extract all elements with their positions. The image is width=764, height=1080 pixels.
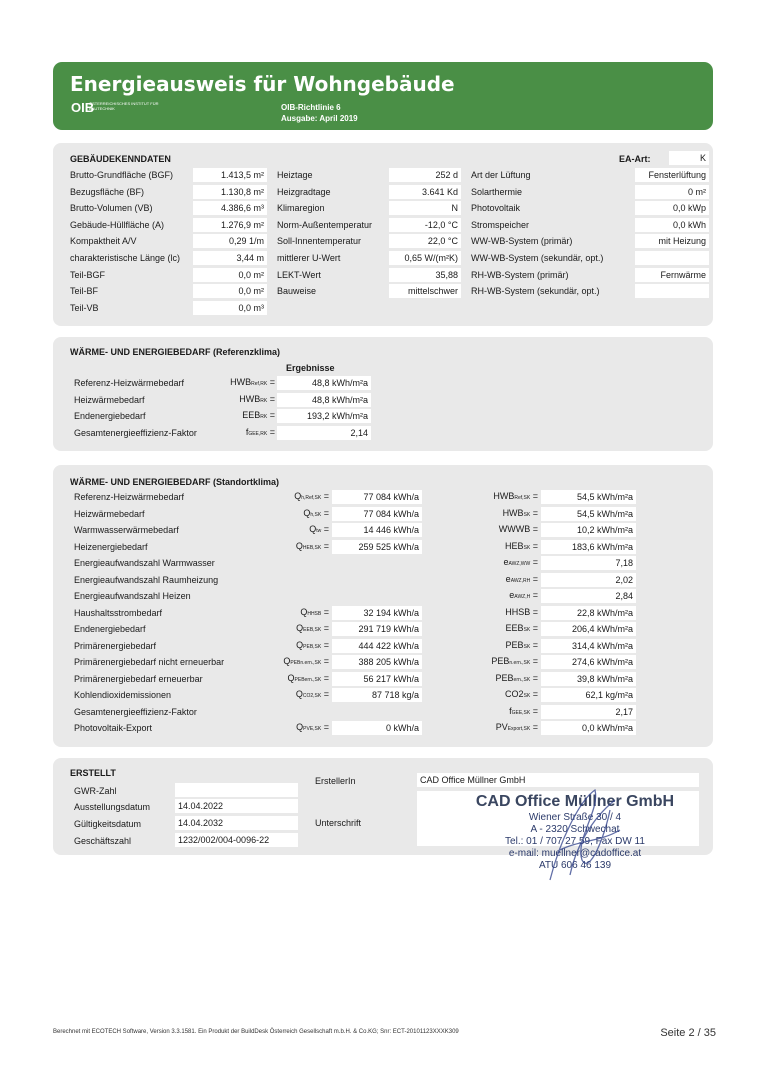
kenndaten-label: Soll-Innentemperatur [277, 236, 362, 247]
standort-symbol-specific: HWBRef,SK = [493, 491, 538, 501]
referenz-symbol: fGEE,RK = [245, 426, 275, 437]
standort-value-absolute: 444 422 kWh/a [332, 639, 422, 653]
standort-symbol-specific: eAWZ,WW = [503, 557, 538, 567]
oib-logo: OIB [71, 100, 95, 115]
standort-symbol-specific: CO2SK = [505, 689, 538, 699]
standort-label: Primärenergiebedarf nicht erneuerbar [74, 657, 225, 667]
kenndaten-label: Teil-BF [70, 286, 99, 297]
standort-label: Endenergiebedarf [74, 624, 146, 634]
kenndaten-value: mittelschwer [389, 284, 461, 298]
standort-value-absolute: 388 205 kWh/a [332, 655, 422, 669]
standort-symbol-absolute: QPVE,SK = [296, 722, 329, 732]
referenz-label: Heizwärmebedarf [74, 394, 145, 405]
kenndaten-value: 1.276,9 m² [193, 218, 267, 232]
stamp-email: e-mail: muellner@cadoffice.at [508, 848, 642, 859]
referenz-value: 193,2 kWh/m²a [277, 409, 371, 423]
unterschrift-label: Unterschrift [315, 818, 362, 828]
standort-symbol-specific: HWBSK = [502, 507, 538, 518]
standort-symbol-absolute: Qtw = [309, 524, 329, 534]
standort-label: Kohlendioxidemissionen [74, 690, 172, 700]
standort-value-absolute: 87 718 kg/a [332, 688, 422, 702]
kenndaten-value [635, 251, 709, 265]
kenndaten-value: 0,0 kWh [635, 218, 709, 232]
kenndaten-label: RH-WB-System (primär) [471, 269, 569, 280]
kenndaten-value: N [389, 201, 461, 215]
ea-art-label: EA-Art: [619, 154, 651, 164]
kenndaten-label: Kompaktheit A/V [70, 236, 137, 247]
section-title: ERSTELLT [70, 768, 116, 778]
standort-symbol-specific: eAWZ,RH = [505, 573, 538, 584]
standort-value-absolute: 14 446 kWh/a [332, 523, 422, 537]
kenndaten-label: Teil-VB [70, 302, 99, 313]
referenzklima-panel [53, 337, 713, 451]
standort-symbol-absolute: Qh,SK = [303, 507, 329, 518]
standort-value-absolute: 77 084 kWh/a [332, 507, 422, 521]
kenndaten-value: 3.641 Kd [389, 185, 461, 199]
section-title: GEBÄUDEKENNDATEN [70, 154, 171, 164]
standort-label: Energieaufwandszahl Heizen [74, 591, 191, 601]
standort-value-specific: 183,6 kWh/m²a [541, 540, 636, 554]
kenndaten-label: Heizgradtage [277, 186, 331, 197]
stamp-company-name: CAD Office Müllner GmbH [475, 793, 675, 810]
ausstellungsdatum-label: Ausstellungsdatum [74, 802, 151, 812]
standort-symbol-specific: PEBn.ern.,SK = [491, 656, 538, 666]
standort-label: Haushaltsstrombedarf [74, 607, 163, 618]
document-title: Energieausweis für Wohngebäude [70, 72, 455, 96]
page-number: Seite 2 / 35 [660, 1027, 716, 1039]
standort-label: Heizenergiebedarf [74, 541, 148, 552]
standort-symbol-absolute: QPEBern.,SK = [287, 672, 329, 683]
kenndaten-value: -12,0 °C [389, 218, 461, 232]
standort-value-specific: 274,6 kWh/m²a [541, 655, 636, 669]
ersteller-label: ErstellerIn [315, 776, 356, 786]
gwr-value [175, 783, 298, 797]
standort-symbol-absolute: QHHSB = [300, 606, 329, 617]
standort-symbol-absolute: QCO2,SK = [295, 689, 329, 699]
stamp-tel: Tel.: 01 / 707 27 59, Fax DW 11 [505, 836, 645, 847]
standort-symbol-absolute: QPEBn.ern.,SK = [283, 656, 329, 666]
kenndaten-value: 0,0 kWp [635, 201, 709, 215]
standort-value-absolute: 0 kWh/a [332, 721, 422, 735]
referenz-value: 48,8 kWh/m²a [277, 376, 371, 390]
kenndaten-label: Bezugsfläche (BF) [70, 186, 145, 197]
standort-value-absolute: 291 719 kWh/a [332, 622, 422, 636]
section-title: WÄRME- UND ENERGIEBEDARF (Referenzklima) [70, 347, 281, 357]
standortklima-panel [53, 465, 713, 747]
ea-art-value: K [669, 151, 709, 165]
standort-symbol-absolute: QEEB,SK = [296, 623, 329, 633]
kenndaten-value: Fensterlüftung [635, 168, 709, 182]
standort-symbol-specific: HHSB = [505, 606, 538, 617]
standort-symbol-absolute: Qh,Ref,SK = [294, 491, 329, 501]
standort-value-specific: 206,4 kWh/m²a [541, 622, 636, 636]
standort-value-specific: 2,17 [541, 705, 636, 719]
section-title: WÄRME- UND ENERGIEBEDARF (Standortklima) [70, 477, 280, 487]
stamp-atu: ATU 606 46 139 [538, 860, 612, 871]
standort-value-specific: 54,5 kWh/m²a [541, 507, 636, 521]
standort-value-specific: 22,8 kWh/m²a [541, 606, 636, 620]
kenndaten-value: 1.413,5 m² [193, 168, 267, 182]
referenz-symbol: HWBRK = [239, 393, 275, 404]
standort-value-specific: 2,84 [541, 589, 636, 603]
ersteller-value: CAD Office Müllner GmbH [417, 773, 699, 787]
standort-label: Referenz-Heizwärmebedarf [74, 492, 185, 502]
referenz-label: Endenergiebedarf [74, 411, 146, 421]
kenndaten-value: 0 m² [635, 185, 709, 199]
kenndaten-label: Bauweise [277, 286, 317, 297]
standort-label: Energieaufwandszahl Raumheizung [74, 574, 219, 585]
kenndaten-value: 0,0 m³ [193, 301, 267, 315]
standort-value-specific: 2,02 [541, 573, 636, 587]
standort-symbol-absolute: QPEB,SK = [296, 639, 329, 650]
kenndaten-value: 0,0 m² [193, 268, 267, 282]
kenndaten-value: Fernwärme [635, 268, 709, 282]
standort-value-specific: 62,1 kg/m²a [541, 688, 636, 702]
geschaeftszahl-value: 1232/002/004-0096-22 [175, 833, 298, 847]
kenndaten-label: Solarthermie [471, 186, 523, 197]
standort-value-absolute: 259 525 kWh/a [332, 540, 422, 554]
footer-software-note: Berechnet mit ECOTECH Software, Version 3.3.1581. Ein Produkt der BuildDesk Österreich Gesellschaft m.b.H. & Co.KG; Snr: ECT-20101123XXXK309 [53, 1029, 459, 1035]
standort-symbol-specific: HEBSK = [505, 540, 538, 551]
gueltigkeitsdatum-value: 14.04.2032 [175, 816, 298, 830]
kenndaten-label: RH-WB-System (sekundär, opt.) [471, 286, 600, 297]
kenndaten-label: WW-WB-System (sekundär, opt.) [471, 253, 604, 263]
kenndaten-label: WW-WB-System (primär) [471, 236, 573, 247]
standort-symbol-specific: eAWZ,H = [509, 590, 538, 600]
kenndaten-value: 1.130,8 m² [193, 185, 267, 199]
standort-value-specific: 39,8 kWh/m²a [541, 672, 636, 686]
kenndaten-value: 0,29 1/m [193, 234, 267, 248]
referenz-label: Gesamtenergieeffizienz-Faktor [74, 427, 197, 438]
standort-symbol-specific: PEBern.,SK = [495, 672, 538, 683]
kenndaten-label: Norm-Außentemperatur [277, 219, 373, 230]
standort-label: Gesamtenergieeffizienz-Faktor [74, 706, 197, 717]
kenndaten-value: mit Heizung [635, 234, 709, 248]
ausgabe-label: Ausgabe: April 2019 [281, 114, 358, 123]
header-banner [53, 62, 713, 130]
referenz-symbol: EEBRK = [242, 410, 275, 420]
kenndaten-value: 252 d [389, 168, 461, 182]
standort-value-absolute: 77 084 kWh/a [332, 490, 422, 504]
standort-value-specific: 10,2 kWh/m²a [541, 523, 636, 537]
kenndaten-label: Heiztage [277, 170, 313, 180]
kenndaten-label: Teil-BGF [70, 269, 106, 280]
standort-symbol-specific: WWWB = [498, 524, 538, 534]
referenz-value: 48,8 kWh/m²a [277, 393, 371, 407]
kenndaten-label: mittlerer U-Wert [277, 253, 341, 263]
referenz-symbol: HWBRef,RK = [230, 377, 275, 387]
kenndaten-label: Brutto-Volumen (VB) [70, 203, 153, 214]
geschaeftszahl-label: Geschäftszahl [74, 836, 132, 846]
kenndaten-value: 0,0 m² [193, 284, 267, 298]
ergebnisse-label: Ergebnisse [286, 363, 335, 373]
standort-label: Photovoltaik-Export [74, 723, 153, 733]
kenndaten-label: LEKT-Wert [277, 269, 321, 280]
standort-symbol-specific: PVExport,SK = [495, 722, 538, 732]
kenndaten-label: Brutto-Grundfläche (BGF) [70, 170, 174, 180]
richtlinie-label: OIB-Richtlinie 6 [281, 103, 341, 112]
standort-symbol-specific: fGEE,SK = [509, 705, 538, 716]
standort-label: Warmwasserwärmebedarf [74, 525, 179, 535]
standort-label: Primärenergiebedarf erneuerbar [74, 673, 203, 684]
standort-value-absolute: 56 217 kWh/a [332, 672, 422, 686]
kenndaten-label: Stromspeicher [471, 219, 530, 230]
standort-label: Energieaufwandszahl Warmwasser [74, 558, 215, 568]
gebaeudekenndaten-panel [53, 143, 713, 326]
standort-value-absolute: 32 194 kWh/a [332, 606, 422, 620]
kenndaten-label: Photovoltaik [471, 203, 521, 214]
oib-logo-subtitle: ÖSTERREICHISCHES INSTITUT FÜR BAUTECHNIK [89, 101, 159, 111]
gueltigkeitsdatum-label: Gültigkeitsdatum [74, 819, 142, 829]
kenndaten-value: 35,88 [389, 268, 461, 282]
referenz-label: Referenz-Heizwärmebedarf [74, 378, 185, 388]
ausstellungsdatum-value: 14.04.2022 [175, 799, 298, 813]
kenndaten-value: 4.386,6 m³ [193, 201, 267, 215]
standort-symbol-absolute: QHEB,SK = [295, 540, 329, 551]
stamp-street: Wiener Straße 30 / 4 [528, 812, 622, 823]
standort-value-specific: 0,0 kWh/m²a [541, 721, 636, 735]
richtlinie-info [281, 102, 358, 124]
standort-symbol-specific: PEBSK = [505, 639, 538, 650]
kenndaten-value: 22,0 °C [389, 234, 461, 248]
gwr-label: GWR-Zahl [74, 786, 117, 796]
kenndaten-value [635, 284, 709, 298]
standort-value-specific: 7,18 [541, 556, 636, 570]
referenz-value: 2,14 [277, 426, 371, 440]
standort-label: Primärenergiebedarf [74, 640, 157, 651]
kenndaten-label: charakteristische Länge (lc) [70, 253, 181, 263]
standort-symbol-specific: EEBSK = [505, 623, 538, 633]
standort-value-specific: 314,4 kWh/m²a [541, 639, 636, 653]
standort-label: Heizwärmebedarf [74, 508, 145, 519]
kenndaten-label: Gebäude-Hüllfläche (A) [70, 219, 165, 230]
stamp-city: A - 2320 Schwechat [530, 824, 620, 835]
signature-scribble [520, 780, 630, 890]
kenndaten-value: 3,44 m [193, 251, 267, 265]
standort-value-specific: 54,5 kWh/m²a [541, 490, 636, 504]
kenndaten-label: Klimaregion [277, 203, 325, 214]
kenndaten-value: 0,65 W/(m²K) [389, 251, 461, 265]
kenndaten-label: Art der Lüftung [471, 170, 531, 180]
